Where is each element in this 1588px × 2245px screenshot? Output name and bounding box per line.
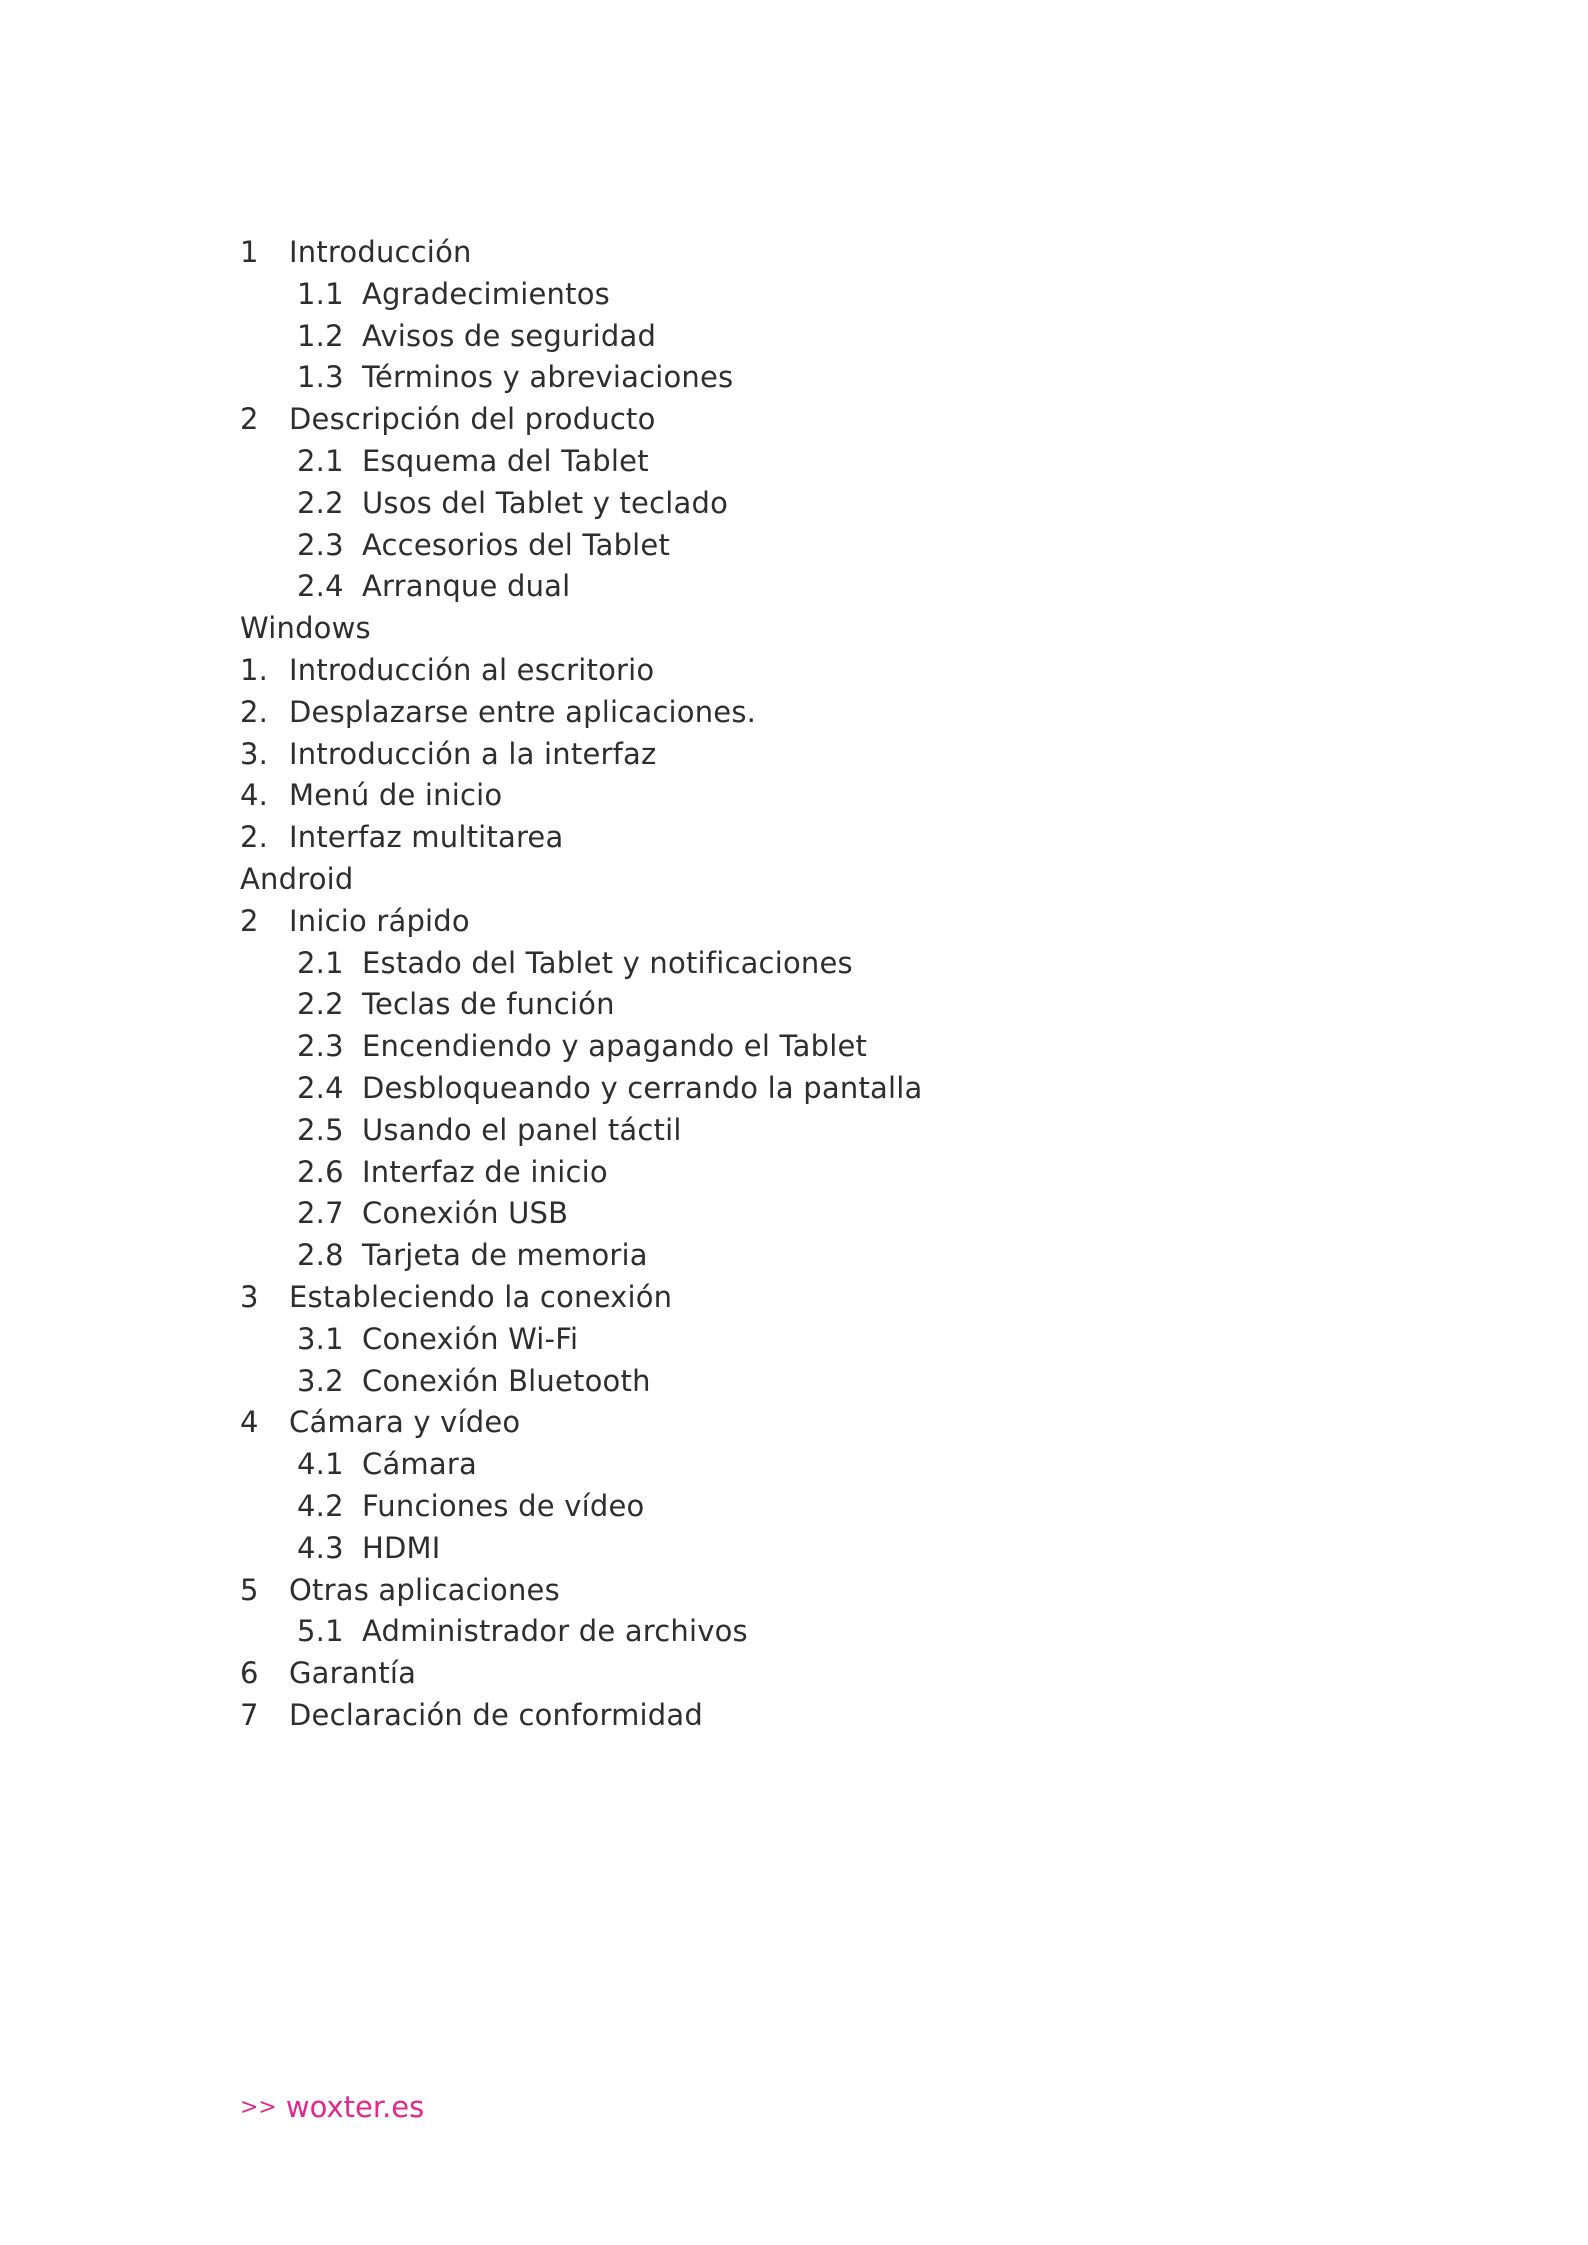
toc-entry-number: 2.3 xyxy=(297,1029,344,1064)
toc-entry-number: 3.1 xyxy=(297,1321,344,1356)
toc-entry-title: Tarjeta de memoria xyxy=(362,1238,648,1273)
toc-entry-number: 1.3 xyxy=(297,360,344,395)
toc-entry-number: 4.2 xyxy=(297,1488,344,1523)
toc-entry-title: Garantía xyxy=(289,1656,417,1691)
toc-entry[interactable] xyxy=(240,399,1340,441)
toc-entry[interactable] xyxy=(240,984,1340,1026)
toc-entry-title: Arranque dual xyxy=(362,569,571,604)
toc-entry[interactable] xyxy=(240,525,1340,567)
toc-entry[interactable] xyxy=(240,1653,1340,1695)
toc-entry-number: 2.5 xyxy=(297,1112,344,1147)
toc-entry-number: 1.1 xyxy=(297,276,344,311)
toc-entry-title: Conexión USB xyxy=(362,1196,569,1231)
toc-entry-title: Avisos de seguridad xyxy=(362,318,657,353)
toc-entry-title: Introducción al escritorio xyxy=(289,652,655,687)
toc-entry-number: 2.7 xyxy=(297,1196,344,1231)
toc-entry-number: 2.1 xyxy=(297,443,344,478)
toc-entry-title: Desplazarse entre aplicaciones. xyxy=(289,694,757,729)
toc-entry-number: 5.1 xyxy=(297,1614,344,1649)
toc-entry-number: 2 xyxy=(240,903,259,938)
toc-entry-title: Inicio rápido xyxy=(289,903,470,938)
toc-entry[interactable] xyxy=(240,1068,1340,1110)
toc-entry-title: Conexión Wi-Fi xyxy=(362,1321,579,1356)
toc-entry-number: 2. xyxy=(240,694,269,729)
toc-entry[interactable] xyxy=(240,1528,1340,1570)
toc-entry[interactable] xyxy=(240,817,1340,859)
toc-entry[interactable] xyxy=(240,1193,1340,1235)
toc-entry-title: Estado del Tablet y notificaciones xyxy=(362,945,853,980)
toc-entry[interactable] xyxy=(240,1277,1340,1319)
toc-entry[interactable] xyxy=(240,566,1340,608)
toc-entry[interactable] xyxy=(240,1361,1340,1403)
toc-entry-title: Esquema del Tablet xyxy=(362,443,649,478)
toc-entry-title: Administrador de archivos xyxy=(362,1614,748,1649)
toc-entry[interactable] xyxy=(240,316,1340,358)
toc-section-heading[interactable] xyxy=(240,608,1340,650)
toc-entry-title: Cámara xyxy=(362,1447,477,1482)
toc-entry-number: 2.1 xyxy=(297,945,344,980)
toc-entry[interactable] xyxy=(240,1319,1340,1361)
toc-entry-number: 4. xyxy=(240,778,269,813)
toc-entry[interactable] xyxy=(240,274,1340,316)
toc-entry-title: Teclas de función xyxy=(362,987,615,1022)
toc-entry-number: 4 xyxy=(240,1405,259,1440)
toc-entry-title: Agradecimientos xyxy=(362,276,610,311)
toc-entry-title: Funciones de vídeo xyxy=(362,1488,645,1523)
toc-entry[interactable] xyxy=(240,1611,1340,1653)
footer-site: woxter.es xyxy=(285,2090,425,2124)
toc-entry-number: 1.2 xyxy=(297,318,344,353)
toc-entry-title: Introducción xyxy=(289,235,472,269)
toc-entry-number: 7 xyxy=(240,1697,259,1732)
toc-entry-number: 6 xyxy=(240,1656,259,1691)
toc-entry-title: Accesorios del Tablet xyxy=(362,527,671,562)
toc-entry[interactable] xyxy=(240,692,1340,734)
toc-entry[interactable] xyxy=(240,775,1340,817)
toc-entry-title: Cámara y vídeo xyxy=(289,1405,521,1440)
toc-entry-number: 4.1 xyxy=(297,1447,344,1482)
toc-entry-number: 3 xyxy=(240,1279,259,1314)
toc-entry-number: 1 xyxy=(240,235,259,269)
toc-entry[interactable] xyxy=(240,357,1340,399)
toc-entry[interactable] xyxy=(240,943,1340,985)
toc-entry-number: 2.6 xyxy=(297,1154,344,1189)
toc-entry-number: 2.2 xyxy=(297,987,344,1022)
toc-entry[interactable] xyxy=(240,441,1340,483)
toc-entry-number: 2.8 xyxy=(297,1238,344,1273)
toc-entry-title: Encendiendo y apagando el Tablet xyxy=(362,1029,868,1064)
toc-entry-title: Conexión Bluetooth xyxy=(362,1363,651,1398)
toc-entry-number: 2. xyxy=(240,820,269,855)
toc-entry-title: Estableciendo la conexión xyxy=(289,1279,673,1314)
toc-entry-number: 2.2 xyxy=(297,485,344,520)
toc-entry[interactable] xyxy=(240,1110,1340,1152)
toc-entry-number: 2.3 xyxy=(297,527,344,562)
toc-entry-title: Menú de inicio xyxy=(289,778,503,813)
toc-entry-number: 2.4 xyxy=(297,569,344,604)
toc-entry[interactable] xyxy=(240,1402,1340,1444)
toc-entry[interactable] xyxy=(240,1444,1340,1486)
toc-entry-title: Introducción a la interfaz xyxy=(289,736,657,771)
footer-link[interactable] xyxy=(240,2090,424,2124)
toc-entry[interactable] xyxy=(240,650,1340,692)
toc-entry-title: Otras aplicaciones xyxy=(289,1572,560,1607)
toc-entry-title: Usando el panel táctil xyxy=(362,1112,682,1147)
toc-entry-title: Declaración de conformidad xyxy=(289,1697,703,1732)
toc-entry[interactable] xyxy=(240,901,1340,943)
toc-entry[interactable] xyxy=(240,483,1340,525)
toc-entry-title: Usos del Tablet y teclado xyxy=(362,485,729,520)
toc-entry-title: HDMI xyxy=(362,1530,441,1565)
toc-entry-title: Desbloqueando y cerrando la pantalla xyxy=(362,1070,923,1105)
toc-entry-number: 2.4 xyxy=(297,1070,344,1105)
toc-entry[interactable] xyxy=(240,1486,1340,1528)
toc-entry[interactable] xyxy=(240,1235,1340,1277)
toc-entry[interactable] xyxy=(240,1152,1340,1194)
toc-entry[interactable] xyxy=(240,734,1340,776)
toc-entry[interactable] xyxy=(240,1695,1340,1737)
footer-arrows: >> xyxy=(240,2095,277,2120)
toc-entry-number: 1. xyxy=(240,652,269,687)
toc-entry-number: 2 xyxy=(240,402,259,437)
toc-entry-title: Android xyxy=(240,861,354,896)
toc-entry-title: Términos y abreviaciones xyxy=(362,360,734,395)
toc-entry-title: Windows xyxy=(240,611,371,646)
toc-entry[interactable] xyxy=(240,1026,1340,1068)
toc-entry-number: 3. xyxy=(240,736,269,771)
toc-entry-title: Descripción del producto xyxy=(289,402,656,437)
toc-entry-number: 3.2 xyxy=(297,1363,344,1398)
table-of-contents xyxy=(240,232,1340,1737)
toc-entry-number: 4.3 xyxy=(297,1530,344,1565)
toc-section-heading[interactable] xyxy=(240,859,1340,901)
toc-entry[interactable] xyxy=(240,232,1340,274)
toc-entry-number: 5 xyxy=(240,1572,259,1607)
toc-entry[interactable] xyxy=(240,1570,1340,1612)
toc-entry-title: Interfaz de inicio xyxy=(362,1154,608,1189)
toc-entry-title: Interfaz multitarea xyxy=(289,820,564,855)
